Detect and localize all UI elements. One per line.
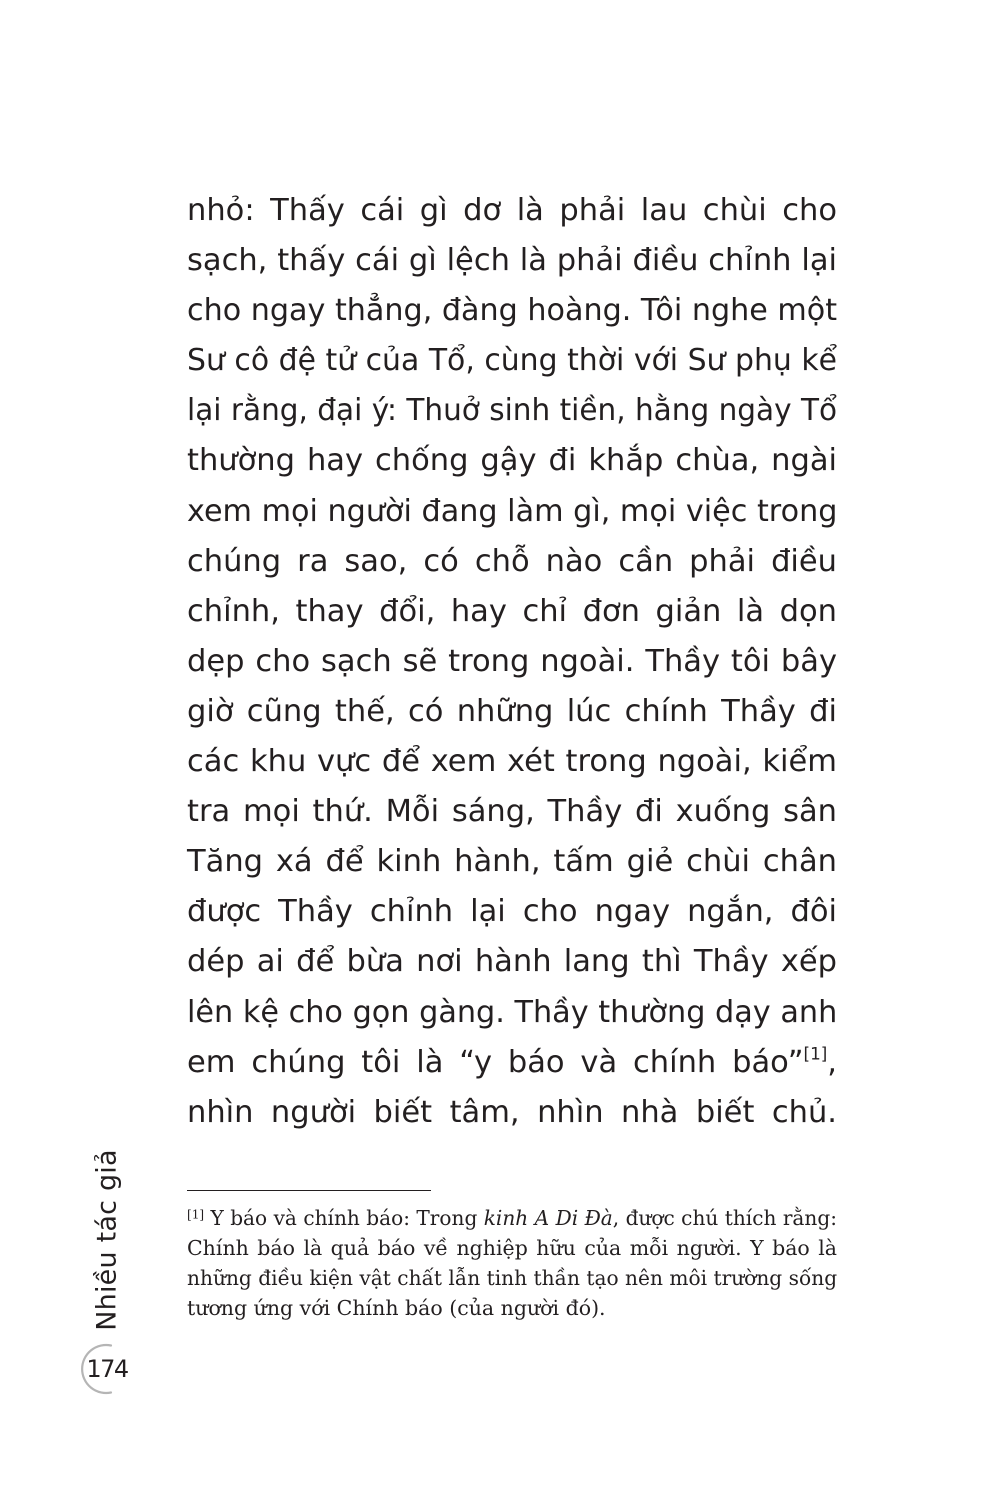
body-line: sạch, thấy cái gì lệch là phải điều chỉnh lại (187, 243, 837, 279)
body-line: chỉnh, thay đổi, hay chỉ đơn giản là dọn (187, 593, 837, 629)
body-line: lại rằng, đại ý: Thuở sinh tiền, hằng ngày Tổ (187, 393, 838, 429)
body-line: xem mọi người đang làm gì, mọi việc trong (187, 493, 838, 529)
body-line: nhỏ: Thấy cái gì dơ là phải lau chùi cho (187, 193, 837, 228)
body-line: các khu vực để xem xét trong ngoài, kiểm (187, 744, 837, 780)
footnote-marker: [1] (187, 1207, 205, 1222)
footnote-text: , được chú thích rằng: (612, 1206, 838, 1230)
body-line: Tăng xá để kinh hành, tấm giẻ chùi chân (187, 844, 837, 880)
body-line-with-footnote-ref (187, 1038, 837, 1088)
footnote-divider (187, 1190, 431, 1191)
body-line: dẹp cho sạch sẽ trong ngoài. Thầy tôi bây (187, 643, 837, 679)
body-line: tra mọi thứ. Mỗi sáng, Thầy đi xuống sân (187, 794, 837, 830)
footnote-text: Y báo và chính báo: Trong (204, 1206, 484, 1230)
body-line: thường hay chống gậy đi khắp chùa, ngài (187, 443, 837, 479)
footnote-italic-title: kinh A Di Đà (483, 1206, 613, 1230)
footnote-line: tương ứng với Chính báo (của người đó). (187, 1296, 606, 1320)
body-line-punctuation: , (827, 1044, 837, 1080)
body-text (187, 186, 837, 1138)
body-line-text: em chúng tôi là “y báo và chính báo” (187, 1044, 804, 1080)
page-number (80, 1342, 134, 1396)
footnote-reference[interactable]: [1] (803, 1043, 828, 1064)
body-line: giờ cũng thế, có những lúc chính Thầy đi (187, 693, 837, 729)
footnote (187, 1203, 837, 1323)
body-line: chúng ra sao, có chỗ nào cần phải điều (187, 543, 837, 579)
footnote-line: Chính báo là quả báo về nghiệp hữu của mỗi người. Y báo là (187, 1236, 837, 1260)
page-number-text: 174 (86, 1355, 128, 1383)
body-line: nhìn người biết tâm, nhìn nhà biết chủ. (187, 1094, 837, 1130)
running-title-text: Nhiều tác giả (91, 1149, 123, 1331)
body-line: Sư cô đệ tử của Tổ, cùng thời với Sư phụ kể (187, 343, 837, 379)
body-line: dép ai để bừa nơi hành lang thì Thầy xếp (187, 944, 837, 980)
body-line: được Thầy chỉnh lại cho ngay ngắn, đôi (187, 894, 837, 930)
body-line: lên kệ cho gọn gàng. Thầy thường dạy anh (187, 994, 838, 1030)
footnote-line (187, 1203, 837, 1233)
footnote-line: những điều kiện vật chất lẫn tinh thần tạo nên môi trường sống (187, 1266, 838, 1290)
body-line: cho ngay thẳng, đàng hoàng. Tôi nghe một (187, 293, 838, 329)
